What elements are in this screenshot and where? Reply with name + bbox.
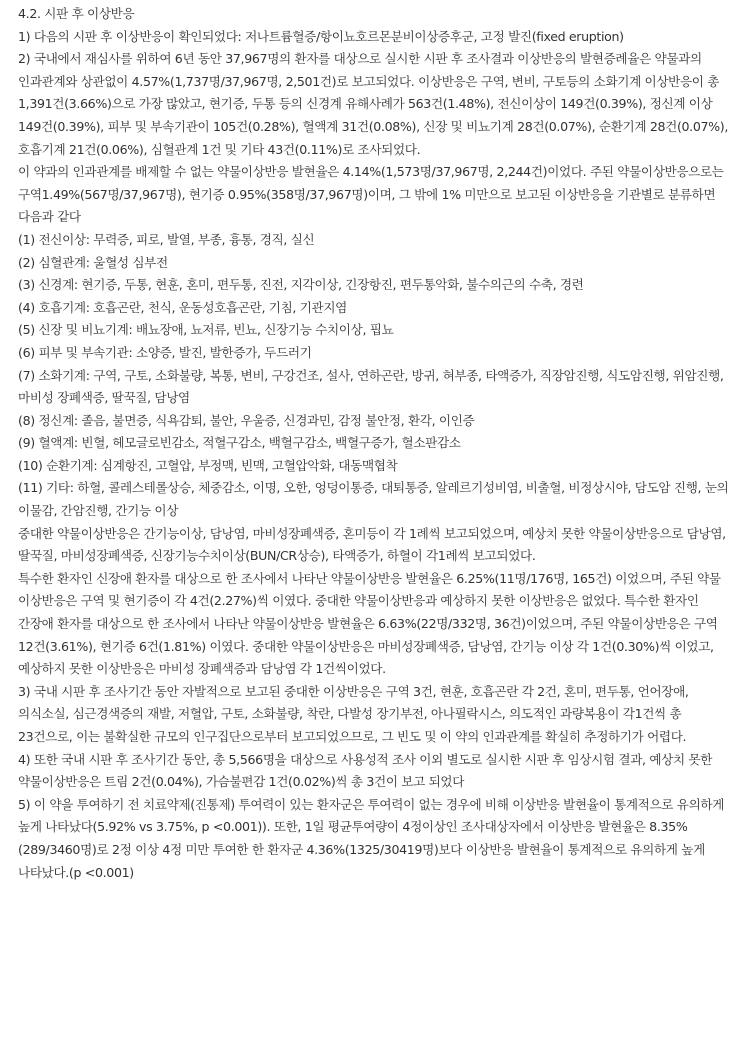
list-item-systemic: (1) 전신이상: 무력증, 피로, 발열, 부종, 흉통, 경직, 실신 (18, 231, 315, 247)
list-item-other: (11) 기타: 하혈, 콜레스테롤상승, 체중감소, 이명, 오한, 엉덩이통증, 대퇴통증, 알레르기성비염, 비출혈, 비정상시야, 담도암 진행, 눈의 이물감, 간암진행, 간기능 이상 (18, 480, 729, 519)
paragraph-item-2-domestic-survey: 2) 국내에서 재심사를 위하여 6년 동안 37,967명의 환자를 대상으로 실시한 시판 후 조사결과 이상반응의 발현증례율은 약물과의 인과관계와 상관없이 4.57%(1,737명/37,967명, 2,501건)로 보고되었다. 이상반응은 구역, 변비, 구토등의 소화기계 이상반응이 총 1,391건(3.66%)으로 가장 많았고, 현기증, 두통 등의 신경계 유해사례가 563건(1.48%), 전신이상이 149건(0.39%), 정신계 이상 149건(0.39%), 피부 및 부속기관이 105건(0.28%), 혈액계 31건(0.08%), 신장 및 비뇨기계 28건(0.07%), 순환기계 28건(0.07%), 호흡기계 21건(0.06%), 심혈관계 1건 및 기타 43건(0.11%)로 조사되었다. (18, 51, 728, 157)
paragraph-causal-adverse-reactions: 이 약과의 인과관계를 배제할 수 없는 약물이상반응 발현율은 4.14%(1,573명/37,967명, 2,244건)이었다. 주된 약물이상반응으로는 구역1.49%(567명/37,967명), 현기증 0.95%(358명/37,967명)이며, 그 밖에 1% 미만으로 보고된 이상반응을 기관별로 분류하면 다음과 같다 (18, 164, 724, 225)
paragraph-serious-reactions: 중대한 약물이상반응은 간기능이상, 담낭염, 마비성장폐색증, 혼미등이 각 1례씩 보고되었으며, 예상치 못한 약물이상반응으로 담낭염, 딸꾹질, 마비성장폐색증, 신장기능수치이상(BUN/CR상승), 타액증가, 하혈이 각1례씩 보고되었다. (18, 525, 726, 564)
list-item-renal-urinary: (5) 신장 및 비뇨기계: 배뇨장애, 뇨저류, 빈뇨, 신장기능 수치이상, 핍뇨 (18, 322, 394, 338)
paragraph-item-1-fixed-eruption: 1) 다음의 시판 후 이상반응이 확인되었다: 저나트륨혈증/항이뇨호르몬분비이상증후군, 고정 발진(fixed eruption) (18, 28, 624, 44)
paragraph-item-4-clinical-trial: 4) 또한 국내 시판 후 조사기간 동안, 총 5,566명을 대상으로 사용성적 조사 이외 별도로 실시한 시판 후 임상시험 결과, 예상치 못한 약물이상반응은 트림 2건(0.04%), 가슴불편감 1건(0.02%)씩 총 3건이 보고 되었다 (18, 751, 713, 790)
list-item-psychiatric: (8) 정신계: 졸음, 불면증, 식욕감퇴, 불안, 우울증, 신경과민, 감정 불안정, 환각, 이인증 (18, 412, 475, 428)
paragraph-item-3-spontaneous-reports: 3) 국내 시판 후 조사기간 동안 자발적으로 보고된 중대한 이상반응은 구역 3건, 현훈, 호흡곤란 각 2건, 혼미, 편두통, 언어장애, 의식소실, 심근경색증의 재발, 저혈압, 구토, 소화불량, 착란, 다발성 장기부전, 아나필락시스, 의도적인 과량복용이 각1건씩 총 23건으로, 이는 불확실한 규모의 인구집단으로부터 보고되었으므로, 그 빈도 및 이 약의 인과관계를 확실히 추정하기가 어렵다. (18, 683, 689, 744)
list-item-hematologic: (9) 혈액계: 빈혈, 헤모글로빈감소, 적혈구감소, 백혈구감소, 백혈구증가, 혈소판감소 (18, 435, 461, 451)
list-item-nervous: (3) 신경계: 현기증, 두통, 현훈, 혼미, 편두통, 진전, 지각이상, 긴장항진, 편두통악화, 불수의근의 수축, 경련 (18, 277, 584, 293)
list-item-skin: (6) 피부 및 부속기관: 소양증, 발진, 발한증가, 두드러기 (18, 344, 312, 360)
list-item-cardiovascular: (2) 심혈관계: 울혈성 심부전 (18, 254, 168, 270)
paragraph-item-5-prior-treatment: 5) 이 약을 투여하기 전 치료약제(진통제) 투여력이 있는 환자군은 투여력이 없는 경우에 비해 이상반응 발현율이 통계적으로 유의하게 높게 나타났다(5.92% vs 3.75%, p <0.001)). 또한, 1일 평균투여량이 4정이상인 조사대상자에서 이상반응 발현율은 8.35%(289/3460명)로 2정 이상 4정 미만 투여한 한 환자군 4.36%(1325/30419명)보다 이상반응 발현율이 통계적으로 유의하게 높게 나타났다.(p <0.001) (18, 796, 725, 880)
list-item-digestive: (7) 소화기계: 구역, 구토, 소화불량, 복통, 변비, 구강건조, 설사, 연하곤란, 방귀, 혀부종, 타액증가, 직장암진행, 식도암진행, 위암진행, 마비성 장폐색증, 딸꾹질, 담낭염 (18, 367, 724, 406)
list-item-circulatory: (10) 순환기계: 심계항진, 고혈압, 부정맥, 빈맥, 고혈압악화, 대동맥협착 (18, 457, 398, 473)
list-item-respiratory: (4) 호흡기계: 호흡곤란, 천식, 운동성호흡곤란, 기침, 기관지염 (18, 299, 347, 315)
paragraph-special-patients: 특수한 환자인 신장애 환자를 대상으로 한 조사에서 나타난 약물이상반응 발현율은 6.25%(11명/176명, 165건) 이었으며, 주된 약물 이상반응은 구역 및 현기증이 각 4건(2.27%)씩 이였다. 중대한 약물이상반응과 예상하지 못한 이상반응은 없었다. 특수한 환자인 간장애 환자를 대상으로 한 조사에서 나타난 약물이상반응 발현율은 6.63%(22명/332명, 36건)이었으며, 주된 약물이상반응은 구역 12건(3.61%), 현기증 6건(1.81%) 이였다. 중대한 약물이상반응은 마비성장폐색증, 담낭염, 간기능 이상 각 1건(0.30%)씩 이었고, 예상하지 못한 이상반응은 마비성 장폐색증과 담낭염 각 1건씩이었다. (18, 570, 721, 677)
section-heading: 4.2. 시판 후 이상반응 (18, 6, 135, 21)
